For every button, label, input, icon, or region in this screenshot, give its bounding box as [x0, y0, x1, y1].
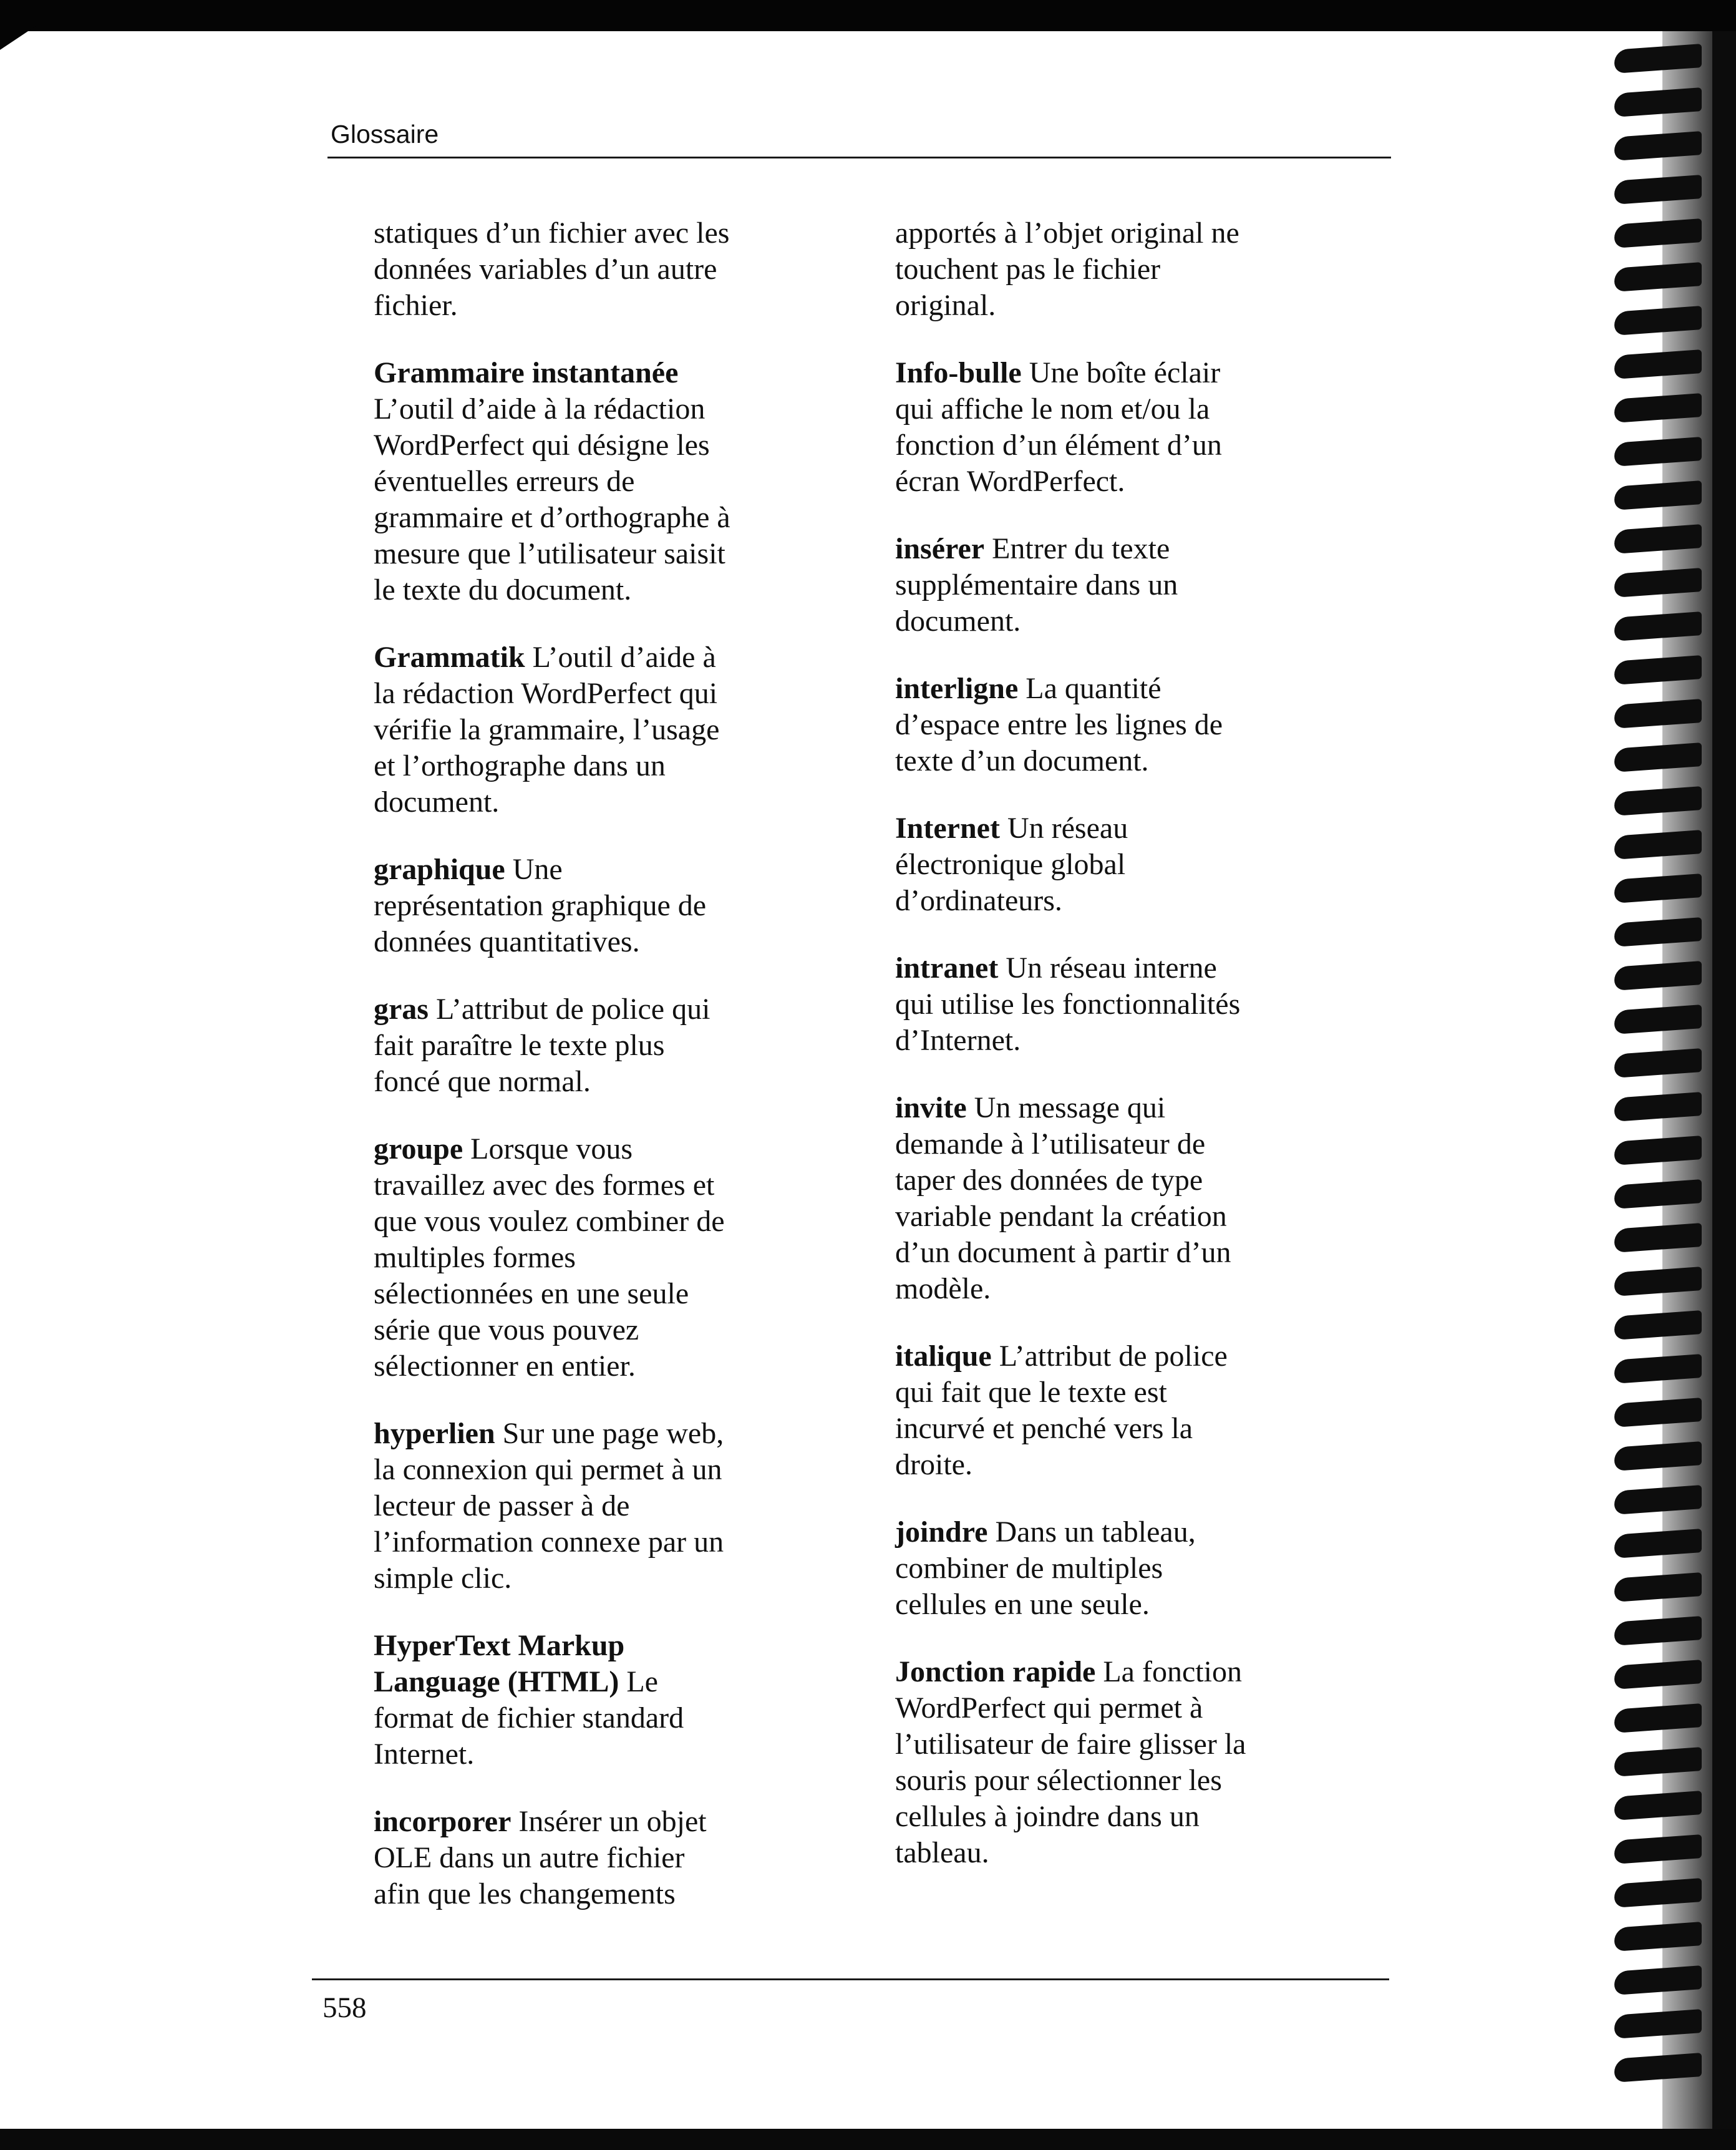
- glossary-entry: [374, 1804, 810, 1912]
- glossary-definition: Un réseau électronique global d’ordinateurs.: [895, 812, 1128, 917]
- glossary-term: interligne: [895, 672, 1019, 705]
- scan-corner-shadow: [0, 25, 37, 50]
- glossary-entry: [895, 1514, 1344, 1623]
- glossary-entry: [895, 671, 1344, 779]
- glossary-term: insérer: [895, 532, 985, 565]
- glossary-definition: Dans un tableau, combiner de multiples cellules en une seule.: [895, 1515, 1196, 1621]
- glossary-term: HyperText Markup Language (HTML): [374, 1629, 625, 1698]
- running-head: Glossaire: [331, 120, 439, 148]
- page-number: 558: [322, 1992, 367, 2024]
- glossary-column-right: [895, 215, 1344, 1902]
- glossary-definition: L’attribut de police qui fait paraître le texte plus foncé que normal.: [374, 993, 710, 1098]
- glossary-term: Info-bulle: [895, 356, 1022, 389]
- glossary-definition: La fonction WordPerfect qui permet à l’utilisateur de faire glisser la souris pour sélectionner les cellules à joindre dans un tableau.: [895, 1655, 1246, 1869]
- glossary-definition: Un message qui demande à l’utilisateur de taper des données de type variable pendant la création d’un document à partir d’un modèle.: [895, 1091, 1231, 1305]
- glossary-definition: Insérer un objet OLE dans un autre fichier afin que les changements: [374, 1805, 707, 1910]
- glossary-term: graphique: [374, 853, 505, 886]
- glossary-term: incorporer: [374, 1805, 512, 1838]
- glossary-term: Grammaire instantanée: [374, 356, 679, 389]
- glossary-term: Internet: [895, 812, 1000, 845]
- glossary-entry: [374, 1416, 810, 1597]
- glossary-term: italique: [895, 1340, 992, 1373]
- footer-rule: [312, 1978, 1389, 1980]
- glossary-term: Jonction rapide: [895, 1655, 1096, 1688]
- glossary-entry: [374, 1628, 810, 1773]
- glossary-term: intranet: [895, 951, 999, 985]
- glossary-definition: L’outil d’aide à la rédaction WordPerfect qui désigne les éventuelles erreurs de grammaire et d’orthographe à mesure que l’utilisateur saisit le texte du document.: [374, 392, 730, 606]
- glossary-entry: [895, 810, 1344, 919]
- glossary-entry: [374, 215, 810, 324]
- glossary-entry: [895, 1338, 1344, 1483]
- glossary-entry: [374, 355, 810, 608]
- glossary-entry: [895, 355, 1344, 500]
- glossary-definition: Le format de fichier standard Internet.: [374, 1665, 684, 1771]
- glossary-term: groupe: [374, 1132, 463, 1165]
- glossary-entry: [895, 950, 1344, 1059]
- glossary-definition: La quantité d’espace entre les lignes de texte d’un document.: [895, 672, 1223, 777]
- glossary-definition: Lorsque vous travaillez avec des formes et que vous voulez combiner de multiples formes sélectionnées en une seule série que vous pouvez sélectionner en entier.: [374, 1132, 725, 1383]
- glossary-entry: [374, 991, 810, 1100]
- glossary-entry: [895, 531, 1344, 640]
- glossary-definition: statiques d’un fichier avec les données variables d’un autre fichier.: [374, 216, 730, 322]
- glossary-definition: Sur une page web, la connexion qui permet à un lecteur de passer à de l’information connexe par un simple clic.: [374, 1417, 724, 1595]
- glossary-term: joindre: [895, 1515, 988, 1549]
- glossary-definition: Une représentation graphique de données quantitatives.: [374, 853, 707, 958]
- glossary-entry: [374, 1131, 810, 1384]
- scan-bottom-edge: [0, 2129, 1736, 2150]
- glossary-column-left: [374, 215, 810, 1943]
- glossary-definition: Entrer du texte supplémentaire dans un document.: [895, 532, 1178, 638]
- glossary-definition: Un réseau interne qui utilise les fonctionnalités d’Internet.: [895, 951, 1241, 1057]
- glossary-term: invite: [895, 1091, 967, 1124]
- glossary-definition: L’attribut de police qui fait que le texte est incurvé et penché vers la droite.: [895, 1340, 1228, 1481]
- glossary-entry: [895, 1654, 1344, 1871]
- glossary-term: hyperlien: [374, 1417, 495, 1450]
- glossary-definition: apportés à l’objet original ne touchent pas le fichier original.: [895, 216, 1239, 322]
- glossary-entry: [374, 852, 810, 960]
- glossary-definition: L’outil d’aide à la rédaction WordPerfect qui vérifie la grammaire, l’usage et l’orthographe dans un document.: [374, 641, 720, 819]
- binding-spine: [1712, 31, 1736, 2129]
- glossary-entry: [895, 1090, 1344, 1307]
- glossary-entry: [374, 640, 810, 820]
- glossary-definition: Une boîte éclair qui affiche le nom et/ou la fonction d’un élément d’un écran WordPerfect.: [895, 356, 1222, 498]
- glossary-term: Grammatik: [374, 641, 525, 674]
- scan-top-edge: [0, 0, 1736, 31]
- header-rule: [327, 157, 1391, 158]
- glossary-term: gras: [374, 993, 429, 1026]
- glossary-entry: [895, 215, 1344, 324]
